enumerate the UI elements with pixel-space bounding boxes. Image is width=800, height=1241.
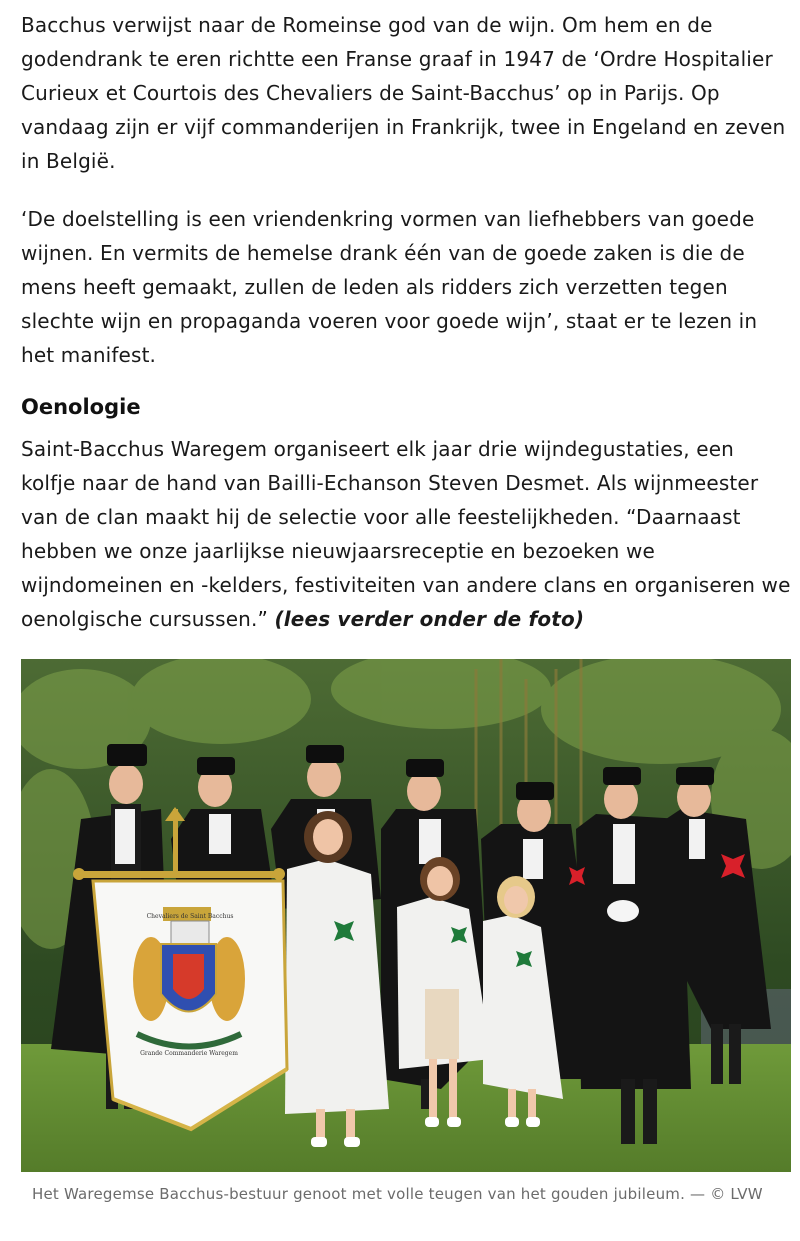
- section-heading: Oenologie: [21, 395, 141, 419]
- banner-text-top: Chevaliers de Saint Bacchus: [146, 913, 234, 920]
- article-paragraph-1: Bacchus verwijst naar de Romeinse god van de wijn. Om hem en de godendrank te eren richtte een Franse graaf in 1947 de ‘Ordre Hospitalier Curieux et Courtois des Chevaliers de Saint-Bacchus’ op in Parijs. Op vandaag zijn er vijf commanderijen in Frankrijk, twee in Engeland en zeven in België.: [21, 13, 786, 173]
- group-photo-illustration: [21, 659, 791, 1172]
- banner-text-bottom: Grande Commanderie Waregem: [140, 1050, 238, 1057]
- photo-caption: Het Waregemse Bacchus-bestuur genoot met volle teugen van het gouden jubileum. — © LVW: [32, 1185, 763, 1203]
- read-more-note: (lees verder onder de foto): [274, 607, 585, 631]
- article-photo[interactable]: [21, 659, 791, 1172]
- article-paragraph-2: ‘De doelstelling is een vriendenkring vormen van liefhebbers van goede wijnen. En vermits de hemelse drank één van de goede zaken is die de mens heeft gemaakt, zullen de leden als ridders zich verzetten tegen slechte wijn en propaganda voeren voor goede wijn’, staat er te lezen in het manifest.: [21, 207, 758, 367]
- paragraph-3-text: Saint-Bacchus Waregem organiseert elk jaar drie wijndegustaties, een kolfje naar de hand van Bailli-Echanson Steven Desmet. Als wijnmeester van de clan maakt hij de selectie voor alle feestelijkheden. “Daarnaast hebben we onze jaarlijkse nieuwjaarsreceptie en bezoeken we wijndomeinen en -kelders, festiviteiten van andere clans en organiseren we oenolgische cursussen.”: [21, 437, 791, 631]
- article-paragraph-3: [21, 432, 791, 636]
